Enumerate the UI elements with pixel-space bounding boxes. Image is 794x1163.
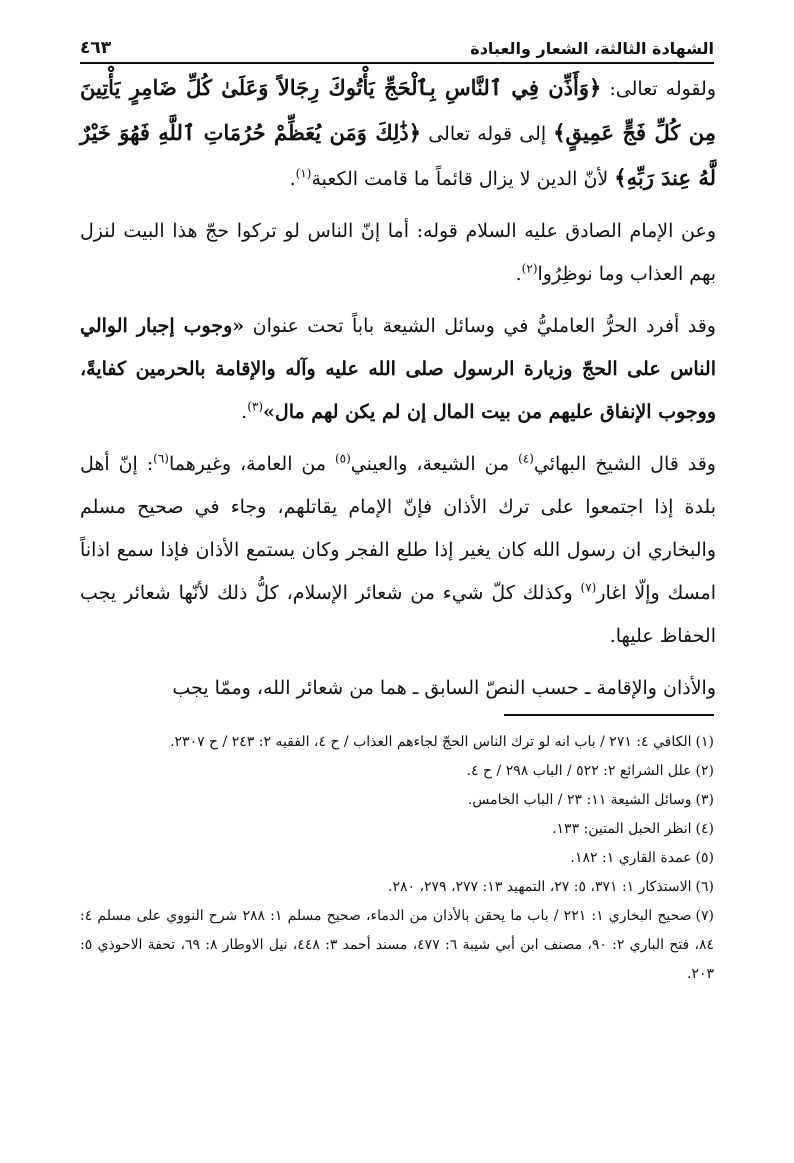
footnotes <box>80 728 714 989</box>
footnote-number: (٣) <box>695 792 714 808</box>
page-number: ٤٦٣ <box>80 38 112 58</box>
paragraph-1 <box>80 66 716 201</box>
footnote-ref-2[interactable]: (٢) <box>521 261 538 276</box>
footnote-text: صحيح البخاري ١: ٢٢١ / باب ما يحقن بالأذان من الدماء، صحيح مسلم ١: ٢٨٨ شرح النووي على مسلم ٤: ٨٤، فتح الباري ٢: ٩٠، مصنف ابن أبي شيبة ٦: ٤٧٧، مسند أحمد ٣: ٤٤٨، نيل الاوطار ٨: ٦٩، تحفة الاحوذي ٥: ٢٠٣. <box>80 908 715 982</box>
footnote-text: علل الشرائع ٢: ٥٢٢ / الباب ٢٩٨ / ح ٤. <box>466 763 692 779</box>
footnote-text: الكافي ٤: ٢٧١ / باب انه لو ترك الناس الحجّ لجاءهم العذاب / ح ٤، الفقيه ٢: ٢٤٣ / ح ٢٣٠٧. <box>170 734 692 750</box>
p4-e: وكذلك كلّ شيء من شعائر الإسلام، كلُّ ذلك لأنّها شعائر يجب الحفاظ عليها. <box>80 582 716 647</box>
page-header <box>80 28 714 64</box>
main-text <box>80 66 716 719</box>
footnote-ref-7[interactable]: (٧) <box>580 580 597 595</box>
footnote-4 <box>80 815 714 844</box>
paragraph-5 <box>80 667 716 710</box>
footnote-text: انظر الحبل المتين: ١٣٣. <box>552 821 692 837</box>
quran-verse-1: ﴿وَأَذِّن فِي ٱلنَّاسِ بِٱلْحَجِّ يَأْتُوكَ رِجَالاً وَعَلَىٰ كُلِّ ضَامِرٍ يَأْتِينَ مِن كُلِّ فَجٍّ عَمِيقٍ﴾ <box>80 75 716 145</box>
footnote-7 <box>80 902 714 989</box>
p1-mid: إلى قوله تعالى <box>421 123 554 145</box>
footnote-number: (٧) <box>695 908 715 924</box>
footnote-text: الاستذكار ١: ٣٧١، ٥: ٢٧، التمهيد ١٣: ٢٧٧، ٢٧٩، ٢٨٠. <box>388 879 692 895</box>
p1-end: . <box>289 168 296 190</box>
footnote-ref-6[interactable]: (٦) <box>153 451 169 466</box>
footnote-text: عمدة القاري ١: ١٨٢. <box>570 850 692 866</box>
paragraph-3 <box>80 305 716 434</box>
running-title: الشهادة الثالثة، الشعار والعبادة <box>470 39 714 58</box>
p5-text: والأذان والإقامة ـ حسب النصّ السابق ـ هما من شعائر الله، وممّا يجب <box>172 677 716 699</box>
footnote-1 <box>80 728 714 757</box>
footnote-number: (٥) <box>695 850 714 866</box>
footnote-number: (٢) <box>695 763 714 779</box>
p1-tail: لأنّ الدين لا يزال قائماً ما قامت الكعبة <box>311 168 615 190</box>
p4-b: من الشيعة، والعيني <box>350 453 519 475</box>
footnote-number: (١) <box>695 734 714 750</box>
p4-d: : إنّ أهل بلدة إذا اجتمعوا على ترك الأذان فإنّ الإمام يقاتلهم، وجاء في صحيح مسلم والبخاري ان رسول الله كان يغير إذا طلع الفجر وكان يستمع الأذان فإذا سمع اذاناً امسك وإلّا اغار <box>80 453 716 604</box>
quran-verse-2: ﴿ذَٰلِكَ وَمَن يُعَظِّمْ حُرُمَاتِ ٱللَّهِ فَهُوَ خَيْرٌ لَّهُ عِندَ رَبِّهِ﴾ <box>80 120 716 190</box>
footnote-3 <box>80 786 714 815</box>
p3-lead: وقد أفرد الحرُّ العامليُّ في وسائل الشيعة باباً تحت عنوان <box>244 315 716 337</box>
p2-text: وعن الإمام الصادق عليه السلام قوله: أما إنّ الناس لو تركوا حجّ هذا البيت لنزل بهم العذاب وما نوظِرُوا <box>80 220 716 285</box>
p4-c: من العامة، وغيرهما <box>168 453 335 475</box>
footnote-2 <box>80 757 714 786</box>
footnote-ref-3[interactable]: (٣) <box>247 399 264 414</box>
footnote-ref-1[interactable]: (١) <box>295 166 312 181</box>
footnote-5 <box>80 844 714 873</box>
footnote-6 <box>80 873 714 902</box>
footnote-divider <box>504 714 714 716</box>
paragraph-4 <box>80 443 716 658</box>
p2-end: . <box>515 263 522 285</box>
p3-end: . <box>241 401 248 423</box>
footnote-text: وسائل الشيعة ١١: ٢٣ / الباب الخامس. <box>467 792 692 808</box>
chapter-title-quote: «وجوب إجبار الوالي الناس على الحجّ وزيارة الرسول صلى الله عليه وآله والإقامة بالحرمين كفايةً، ووجوب الإنفاق عليهم من بيت المال إن لم يكن لهم مال» <box>80 315 716 423</box>
footnote-ref-4[interactable]: (٤) <box>518 451 534 466</box>
paragraph-2 <box>80 210 716 296</box>
p4-a: وقد قال الشيخ البهائي <box>533 453 716 475</box>
footnote-number: (٤) <box>695 821 714 837</box>
footnote-number: (٦) <box>695 879 714 895</box>
footnote-ref-5[interactable]: (٥) <box>334 451 351 466</box>
p1-lead: ولقوله تعالى: <box>601 78 717 100</box>
